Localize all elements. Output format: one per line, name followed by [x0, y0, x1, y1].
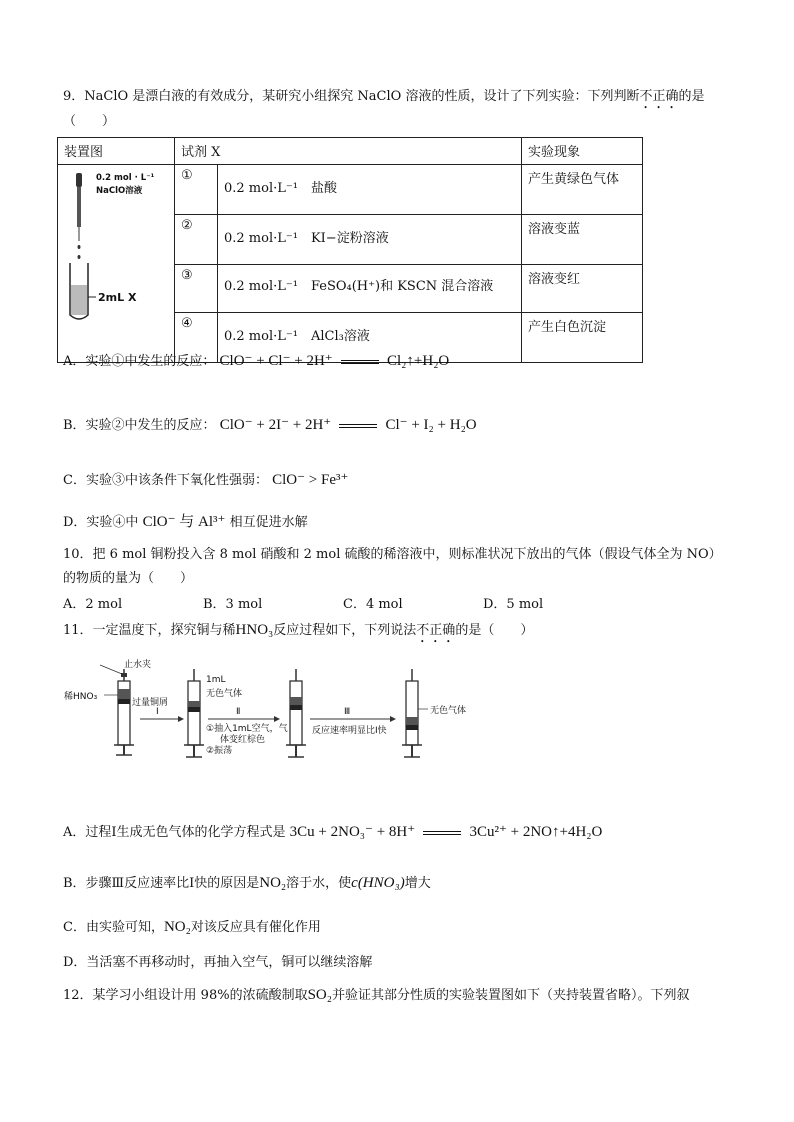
q11-option-b-end: 增大 — [404, 876, 431, 891]
row-1-phenomenon: 产生黄绿色气体 — [522, 165, 643, 215]
q10-option-d: D．5 mol — [483, 597, 544, 612]
q11-stem-mid: 反应过程如下，下列说法 — [273, 623, 417, 638]
q12-stem — [63, 986, 690, 1005]
row-3-reagent: 0.2 mol·L⁻¹ FeSO₄(H⁺)和 KSCN 混合溶液 — [218, 265, 522, 313]
label-step3: Ⅲ — [344, 707, 351, 717]
q9-stem-text: 9．NaClO 是漂白液的有效成分，某研究小组探究 NaClO 溶液的性质，设计了下列实验：下列判断 — [63, 89, 640, 104]
label-note-2: ②振荡 — [206, 746, 233, 756]
q11-option-b-prefix: B．步骤Ⅲ反应速率比Ⅰ快的原因是 — [63, 876, 260, 891]
equals-sign-icon — [339, 424, 377, 428]
q12-stem-chem: SO₂ — [307, 987, 332, 1003]
q10-option-c: C．4 mol — [343, 597, 403, 612]
table-header-phenomenon: 实验现象 — [522, 138, 643, 165]
q11-option-a-prefix: A．过程Ⅰ生成无色气体的化学方程式是 — [63, 825, 286, 840]
label-copper: 过量铜屑 — [132, 698, 169, 708]
q10-stem-line2: 的物质的量为（ ） — [63, 571, 194, 586]
q9-option-c-prefix: C．实验③中该条件下氧化性强弱： — [63, 473, 268, 488]
row-3-num: ③ — [175, 265, 218, 313]
apparatus-label-solution: NaClO溶液 — [96, 186, 143, 196]
label-colorless-gas-1: 无色气体 — [206, 689, 243, 699]
q11-option-a-eq-left: 3Cu + 2NO₃⁻ + 8H⁺ — [289, 824, 416, 840]
q9-stem-emphasis: 不正确 — [639, 89, 679, 104]
syringe-diagram — [60, 655, 510, 767]
q9-option-a — [63, 352, 449, 371]
q11-option-c — [63, 918, 321, 937]
q11-stem-chem: HNO₃ — [235, 622, 274, 638]
q11-stem-pre: 11．一定温度下，探究铜与稀 — [63, 623, 236, 638]
label-note-1b: 体变红棕色 — [220, 735, 266, 745]
q9-option-d-prefix: D．实验④中 — [63, 515, 139, 530]
q11-option-b-chem: NO₂ — [259, 875, 287, 891]
equals-sign-icon — [423, 831, 461, 835]
apparatus-cell — [58, 165, 175, 363]
label-colorless-gas-2: 无色气体 — [430, 706, 467, 716]
q12-stem-end: 并验证其部分性质的实验装置图如下（夹持装置省略）。下列叙 — [331, 988, 690, 1003]
apparatus-label-x: 2mL X — [98, 291, 137, 304]
q9-option-d — [63, 513, 308, 532]
apparatus-label-conc: 0.2 mol · L⁻¹ — [96, 173, 155, 183]
row-4-phenomenon: 产生白色沉淀 — [522, 313, 643, 363]
row-4-num: ④ — [175, 313, 218, 363]
label-note-1: ①抽入1mL空气，气 — [206, 724, 288, 734]
row-2-phenomenon: 溶液变蓝 — [522, 215, 643, 265]
q11-option-a — [63, 823, 602, 842]
q9-option-b — [63, 416, 477, 435]
q9-paren: （ ） — [63, 114, 116, 129]
q9-table — [57, 137, 643, 363]
q11-stem — [63, 621, 533, 646]
q11-option-b — [63, 874, 431, 893]
q9-option-a-eq-right: Cl₂↑+H₂O — [387, 353, 450, 369]
q10-stem-line1: 10．把 6 mol 铜粉投入含 8 mol 硝酸和 2 mol 硫酸的稀溶液中，则标准状况下放出的气体（假设气体全为 NO） — [63, 547, 722, 562]
equals-sign-icon — [341, 360, 379, 364]
q10-option-b: B．3 mol — [203, 597, 263, 612]
row-4-reagent: 0.2 mol·L⁻¹ AlCl₃溶液 — [218, 313, 522, 363]
label-step2: Ⅱ — [236, 707, 241, 717]
q11-stem-emphasis: 不正确 — [416, 623, 456, 638]
label-rate: 反应速率明显比Ⅰ快 — [312, 726, 387, 736]
q11-option-a-eq-right: 3Cu²⁺ + 2NO↑+4H₂O — [469, 824, 603, 840]
q11-option-b-chem2: c(HNO₃) — [351, 875, 405, 891]
q9-option-a-prefix: A．实验①中发生的反应： — [63, 354, 216, 369]
label-acid: 稀HNO₃ — [64, 692, 98, 702]
q9-stem — [63, 88, 704, 112]
q9-option-b-eq-right: Cl⁻ + I₂ + H₂O — [385, 417, 477, 433]
q9-option-d-mid: ClO⁻ 与 Al³⁺ — [142, 514, 226, 530]
q9-stem-end: 的是 — [678, 89, 705, 104]
q11-option-d: D．当活塞不再移动时，再抽入空气，铜可以继续溶解 — [63, 955, 373, 970]
q11-option-c-chem: NO₂ — [163, 919, 191, 935]
q11-option-b-mid: 溶于水，使 — [286, 876, 352, 891]
table-header-apparatus: 装置图 — [58, 138, 175, 165]
q11-option-c-end: 对该反应具有催化作用 — [190, 920, 321, 935]
table-header-reagent: 试剂 X — [175, 138, 522, 165]
q12-stem-pre: 12．某学习小组设计用 98%的浓硫酸制取 — [63, 988, 308, 1003]
row-1-num: ① — [175, 165, 218, 215]
q9-option-c — [63, 471, 348, 490]
row-2-reagent: 0.2 mol·L⁻¹ KI−淀粉溶液 — [218, 215, 522, 265]
q10-option-a: A．2 mol — [63, 597, 123, 612]
q9-option-b-prefix: B．实验②中发生的反应： — [63, 418, 216, 433]
q11-stem-end: 的是（ ） — [455, 623, 534, 638]
label-1ml: 1mL — [206, 675, 226, 685]
row-3-phenomenon: 溶液变红 — [522, 265, 643, 313]
q9-option-a-eq-left: ClO⁻ + Cl⁻ + 2H⁺ — [219, 353, 333, 369]
q9-option-b-eq-left: ClO⁻ + 2I⁻ + 2H⁺ — [219, 417, 332, 433]
q9-option-d-end: 相互促进水解 — [229, 515, 308, 530]
q11-option-c-prefix: C．由实验可知， — [63, 920, 164, 935]
row-2-num: ② — [175, 215, 218, 265]
q9-option-c-eq: ClO⁻ > Fe³⁺ — [272, 472, 349, 488]
label-clamp: 止水夹 — [124, 660, 152, 670]
row-1-reagent: 0.2 mol·L⁻¹ 盐酸 — [218, 165, 522, 215]
label-step1: Ⅰ — [156, 707, 159, 717]
